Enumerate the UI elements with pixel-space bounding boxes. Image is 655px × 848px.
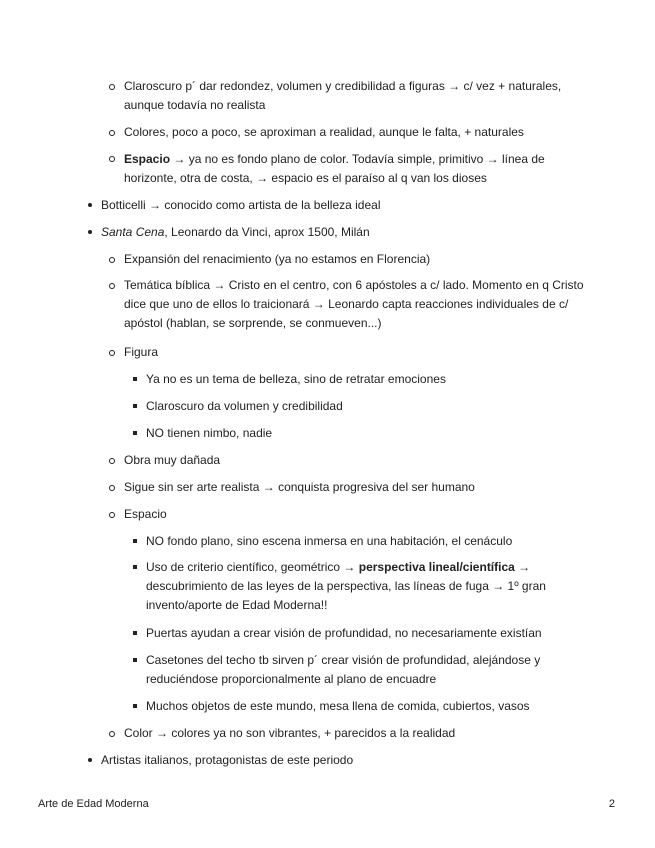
list-item: Claroscuro p´ dar redondez, volumen y credibilidad a figuras → c/ vez + naturales, aunque todavía no realista [124, 79, 562, 112]
list-item: Puertas ayudan a crear visión de profundidad, no necesariamente existían [146, 626, 542, 640]
list-item: Expansión del renacimiento (ya no estamos en Florencia) [124, 252, 431, 266]
hollow-bullet-icon [109, 156, 115, 162]
footer-title: Arte de Edad Moderna [38, 798, 149, 810]
list-item: Sigue sin ser arte realista → conquista progresiva del ser humano [124, 480, 475, 494]
list-item: Muchos objetos de este mundo, mesa llena de comida, cubiertos, vasos [146, 699, 530, 713]
hollow-bullet-icon [109, 731, 115, 737]
list-item: Santa Cena, Leonardo da Vinci, aprox 1500, Milán [101, 225, 370, 239]
hollow-bullet-icon [109, 283, 115, 289]
list-item: Casetones del techo tb sirven p´ crear visión de profundidad, alejándose y reduciéndose proporcionalmente al plano de encuadre [146, 653, 541, 686]
square-bullet-icon [133, 404, 137, 408]
page-number: 2 [608, 798, 615, 810]
square-bullet-icon [133, 565, 137, 569]
hollow-bullet-icon [109, 350, 115, 356]
emphasis-text: perspectiva lineal/científica [358, 560, 515, 574]
square-bullet-icon [133, 658, 137, 662]
square-bullet-icon [133, 704, 137, 708]
square-bullet-icon [133, 431, 137, 435]
list-item: Obra muy dañada [124, 453, 221, 467]
square-bullet-icon [133, 631, 137, 635]
hollow-bullet-icon [109, 84, 115, 90]
list-item: Temática bíblica → Cristo en el centro, con 6 apóstoles a c/ lado. Momento en q Cristo dice que uno de ellos lo traicionará → Leonardo capta reacciones individuales de c/ apóstol (hablan, se sorprende, se conmueven...) [124, 278, 584, 330]
list-item: Uso de criterio científico, geométrico → perspectiva lineal/científica → descubrimiento de las leyes de la perspectiva, las líneas de fuga → 1º gran invento/aporte de Edad Moderna!! [146, 560, 546, 612]
square-bullet-icon [133, 539, 137, 543]
hollow-bullet-icon [109, 512, 115, 518]
square-bullet-icon [133, 377, 137, 381]
list-item: Figura [124, 345, 159, 359]
list-item: Ya no es un tema de belleza, sino de retratar emociones [146, 372, 446, 386]
list-item: Espacio [124, 507, 167, 521]
list-item: Espacio → ya no es fondo plano de color. Todavía simple, primitivo → línea de horizonte, otra de costa, → espacio es el paraíso al q van los dioses [124, 152, 545, 185]
list-item: Artistas italianos, protagonistas de este periodo [101, 753, 354, 767]
bullet-icon [88, 203, 92, 207]
list-item: NO fondo plano, sino escena inmersa en una habitación, el cenáculo [146, 534, 513, 548]
hollow-bullet-icon [109, 130, 115, 136]
artwork-title: Santa Cena [101, 225, 165, 239]
bullet-icon [88, 230, 92, 234]
emphasis-text: Espacio [124, 152, 171, 166]
list-item: Botticelli → conocido como artista de la belleza ideal [101, 198, 381, 212]
bullet-icon [88, 758, 92, 762]
list-item: Colores, poco a poco, se aproximan a realidad, aunque le falta, + naturales [124, 125, 524, 139]
list-item: Color → colores ya no son vibrantes, + parecidos a la realidad [124, 726, 456, 740]
hollow-bullet-icon [109, 257, 115, 263]
hollow-bullet-icon [109, 458, 115, 464]
list-item: NO tienen nimbo, nadie [146, 426, 273, 440]
list-item: Claroscuro da volumen y credibilidad [146, 399, 343, 413]
hollow-bullet-icon [109, 485, 115, 491]
